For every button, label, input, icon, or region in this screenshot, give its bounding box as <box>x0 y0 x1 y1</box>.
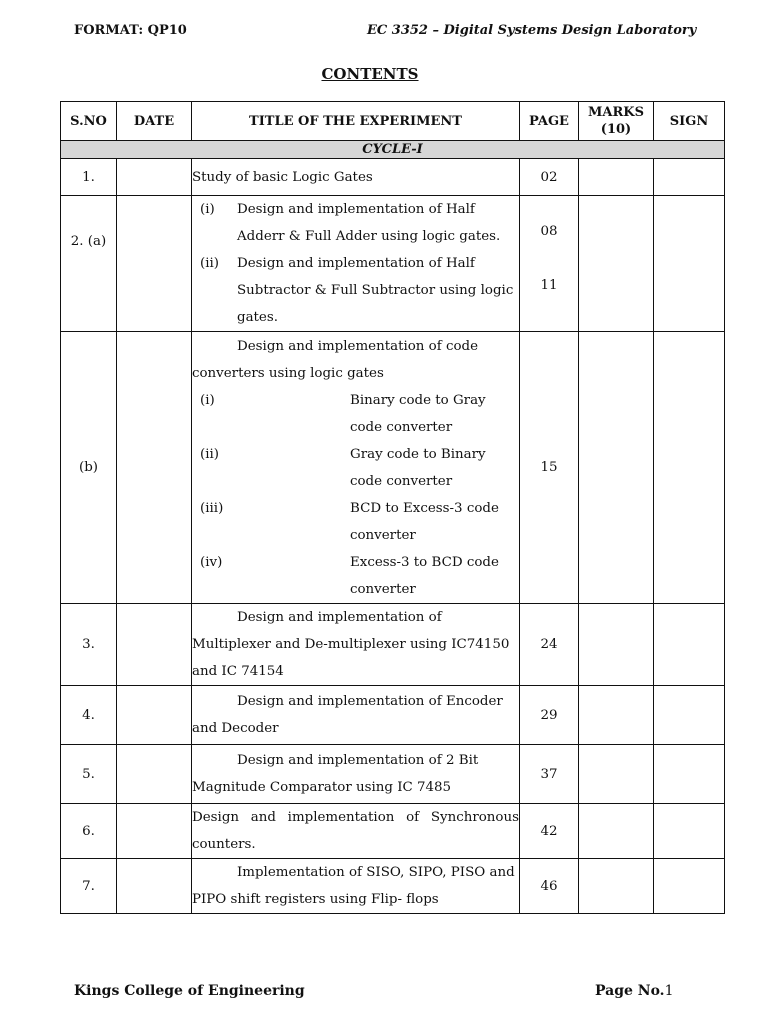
title-line: Magnitude Comparator using IC 7485 <box>192 780 452 795</box>
marks-cell <box>579 745 654 804</box>
list-number: (ii) <box>200 446 220 462</box>
col-header-title: TITLE OF THE EXPERIMENT <box>192 102 520 141</box>
title-line: Design and implementation of Half <box>237 202 475 217</box>
sign-cell <box>654 159 725 196</box>
sign-cell <box>654 196 725 332</box>
table-row <box>61 686 725 745</box>
table-row <box>61 604 725 686</box>
table-row <box>61 332 725 604</box>
title-line: and IC 74154 <box>192 664 284 679</box>
title-cell <box>192 604 520 686</box>
sno-cell: (b) <box>61 332 117 604</box>
marks-cell <box>579 804 654 859</box>
sign-cell <box>654 804 725 859</box>
sno-cell: 5. <box>61 745 117 804</box>
sno-cell: 2. (a) <box>61 196 117 332</box>
title-line: Binary code to Gray <box>350 392 486 408</box>
page-number: 1 <box>664 983 674 999</box>
date-cell <box>117 859 192 914</box>
table-header-row <box>61 102 725 141</box>
page-cell: 46 <box>520 859 579 914</box>
title-line: Design and implementation of Half <box>237 256 475 271</box>
sign-cell <box>654 604 725 686</box>
list-number: (ii) <box>200 256 220 271</box>
title-cell <box>192 804 520 859</box>
page-cell: 15 <box>520 332 579 604</box>
marks-cell <box>579 686 654 745</box>
title-line: Implementation of SISO, SIPO, PISO and <box>237 865 515 880</box>
date-cell <box>117 196 192 332</box>
page-title: CONTENTS <box>321 65 419 83</box>
table-row <box>61 745 725 804</box>
page-cell <box>520 196 579 332</box>
list-number: (i) <box>200 392 215 408</box>
title-cell <box>192 745 520 804</box>
title-line: Design and implementation of 2 Bit <box>237 753 479 768</box>
title-line: Design and implementation of Synchronous <box>192 810 519 825</box>
title-line: Design and implementation of <box>237 610 442 625</box>
table-row <box>61 196 725 332</box>
title-line: PIPO shift registers using Flip- flops <box>192 892 439 907</box>
title-cell: Study of basic Logic Gates <box>192 159 520 196</box>
sign-cell <box>654 332 725 604</box>
col-header-marks <box>579 102 654 141</box>
list-number: (iii) <box>200 500 224 516</box>
title-line: converter <box>350 527 416 543</box>
title-line: Gray code to Binary <box>350 446 486 462</box>
sno-cell: 3. <box>61 604 117 686</box>
marks-cell <box>579 859 654 914</box>
marks-cell <box>579 159 654 196</box>
date-cell <box>117 604 192 686</box>
col-header-date: DATE <box>117 102 192 141</box>
title-line: counters. <box>192 837 256 852</box>
marks-max: (10) <box>600 122 632 137</box>
title-line: Excess-3 to BCD code <box>350 554 499 570</box>
page-number: 11 <box>540 278 558 293</box>
course-title: EC 3352 – Digital Systems Design Laboratory <box>367 23 697 38</box>
page-cell: 37 <box>520 745 579 804</box>
sign-cell <box>654 686 725 745</box>
sno-cell: 1. <box>61 159 117 196</box>
table-row <box>61 159 725 196</box>
title-line: code converter <box>350 473 453 489</box>
page-cell: 29 <box>520 686 579 745</box>
marks-cell <box>579 196 654 332</box>
date-cell <box>117 686 192 745</box>
page-cell: 02 <box>520 159 579 196</box>
date-cell <box>117 159 192 196</box>
title-line: BCD to Excess-3 code <box>350 500 499 516</box>
sign-cell <box>654 745 725 804</box>
title-line: code converter <box>350 419 453 435</box>
footer-page <box>595 983 673 999</box>
title-cell <box>192 686 520 745</box>
cycle-label: CYCLE-I <box>61 141 725 159</box>
title-line: Design and implementation of Encoder <box>237 694 503 709</box>
title-line: Subtractor & Full Subtractor using logic <box>237 283 514 298</box>
page-cell: 24 <box>520 604 579 686</box>
title-line: converter <box>350 581 416 597</box>
table-row <box>61 859 725 914</box>
col-header-sign: SIGN <box>654 102 725 141</box>
sno-cell: 7. <box>61 859 117 914</box>
title-cell <box>192 196 520 332</box>
marks-cell <box>579 604 654 686</box>
cycle-row <box>61 141 725 159</box>
contents-table <box>60 101 725 914</box>
date-cell <box>117 804 192 859</box>
date-cell <box>117 332 192 604</box>
title-line: gates. <box>237 310 278 325</box>
title-line: and Decoder <box>192 721 279 736</box>
list-number: (i) <box>200 202 215 217</box>
col-header-page: PAGE <box>520 102 579 141</box>
table-row <box>61 804 725 859</box>
title-cell <box>192 859 520 914</box>
format-code: FORMAT: QP10 <box>74 23 187 38</box>
sno-cell: 4. <box>61 686 117 745</box>
title-line: Design and implementation of code <box>237 338 479 354</box>
sign-cell <box>654 859 725 914</box>
footer-college: Kings College of Engineering <box>74 983 305 999</box>
page-number: 08 <box>540 224 558 239</box>
sno-cell: 6. <box>61 804 117 859</box>
title-line: converters using logic gates <box>192 365 384 381</box>
page-label: Page No. <box>595 983 665 999</box>
list-number: (iv) <box>200 554 223 570</box>
page-cell: 42 <box>520 804 579 859</box>
title-line: Multiplexer and De-multiplexer using IC74150 <box>192 637 510 652</box>
title-line: Adderr & Full Adder using logic gates. <box>237 229 501 244</box>
title-cell <box>192 332 520 604</box>
marks-label: MARKS <box>588 105 644 120</box>
date-cell <box>117 745 192 804</box>
col-header-sno: S.NO <box>61 102 117 141</box>
marks-cell <box>579 332 654 604</box>
